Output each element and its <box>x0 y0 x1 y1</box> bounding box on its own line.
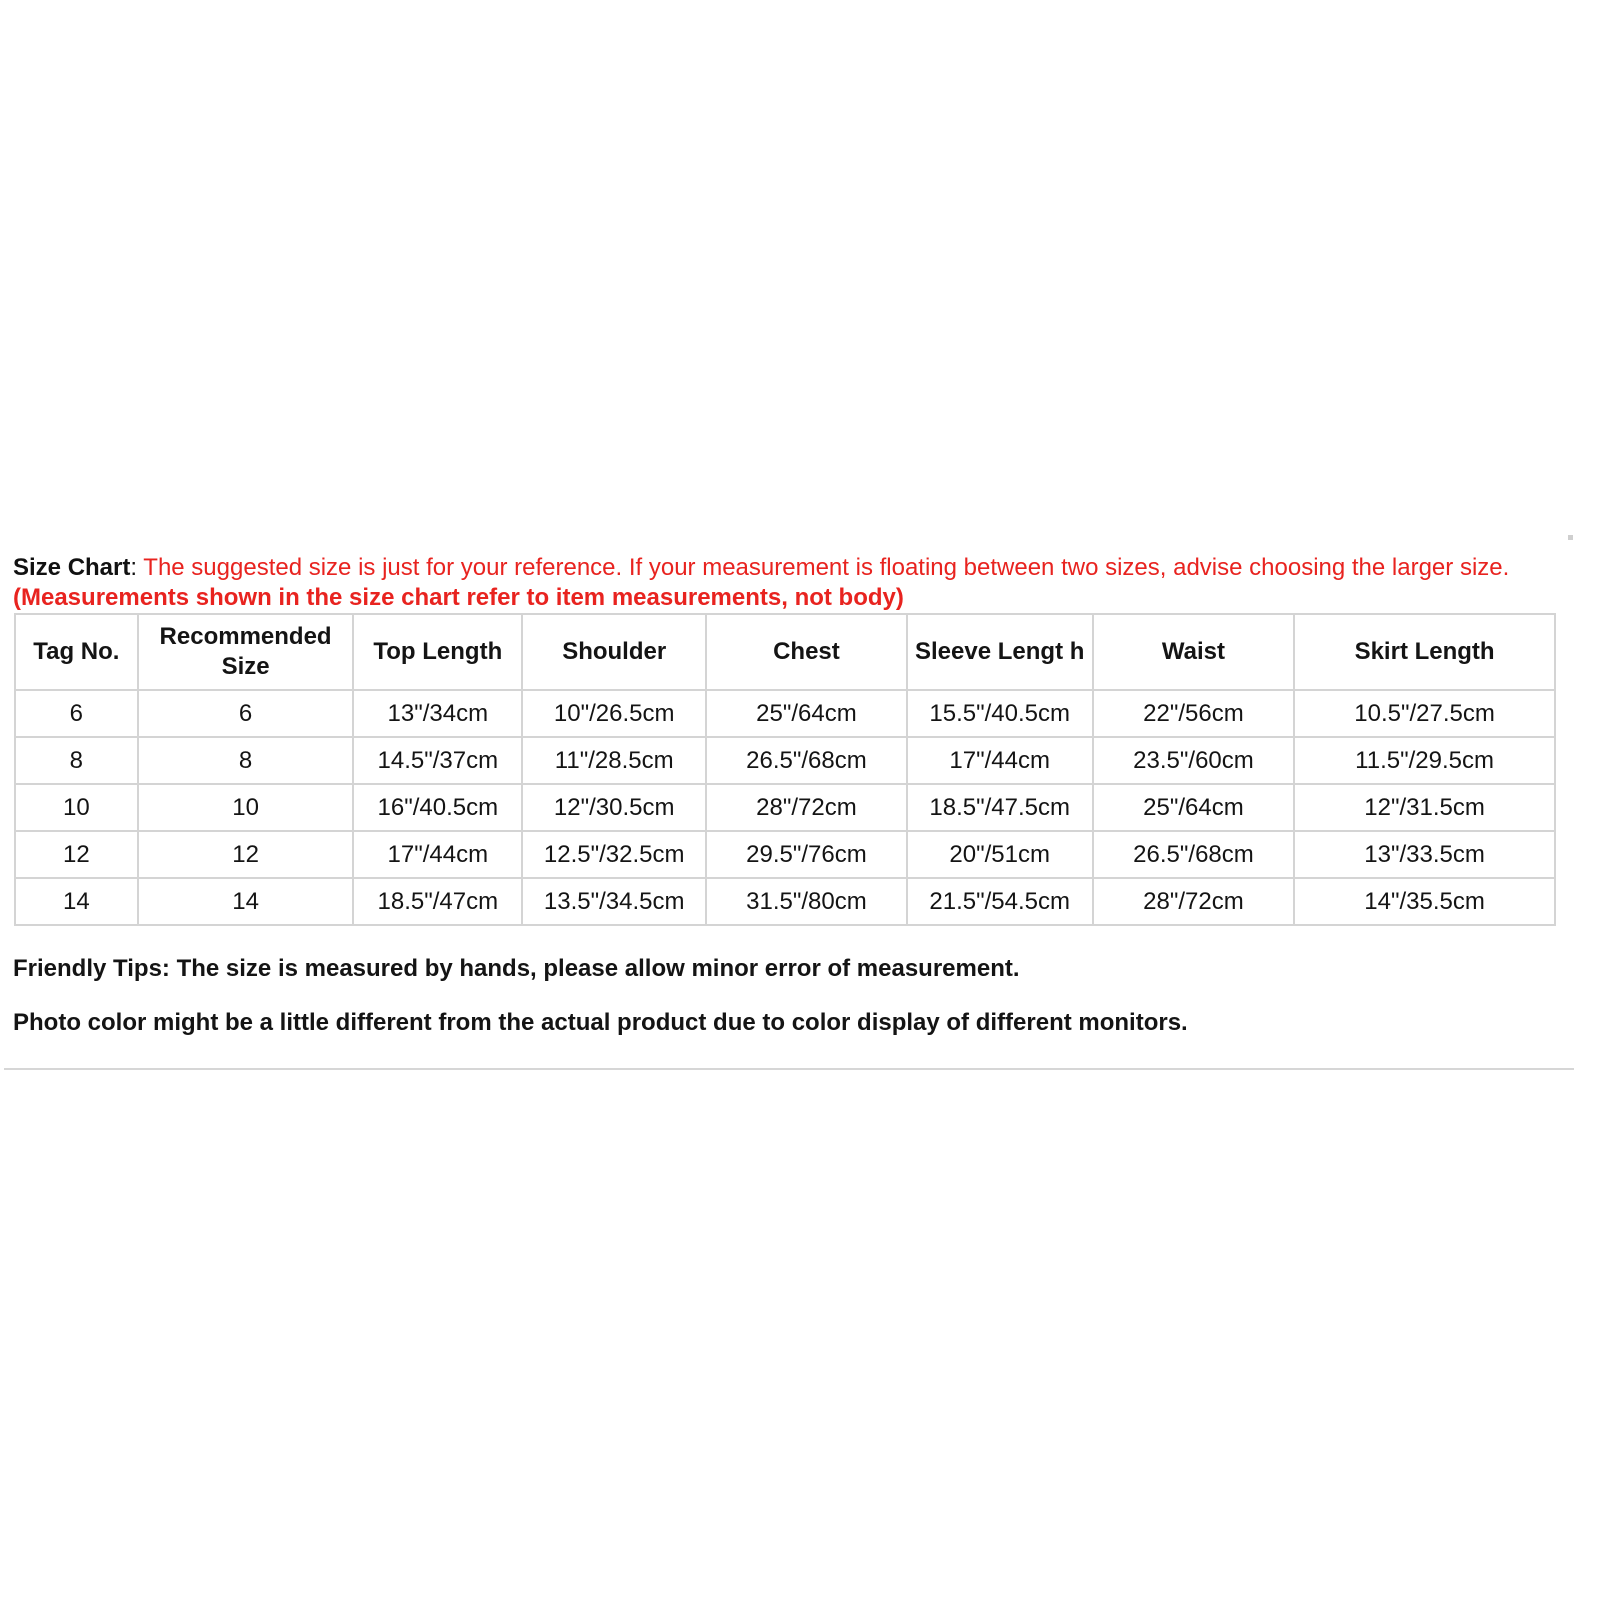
size-chart-colon: : <box>130 554 138 581</box>
cell-skirt-length: 12"/31.5cm <box>1294 784 1555 831</box>
cell-chest: 31.5"/80cm <box>706 878 906 925</box>
cell-recommended-size: 6 <box>138 690 354 737</box>
cell-tag-no: 10 <box>15 784 138 831</box>
cell-tag-no: 12 <box>15 831 138 878</box>
header-shoulder: Shoulder <box>522 614 706 690</box>
size-table <box>14 613 1556 926</box>
cell-sleeve-length: 18.5"/47.5cm <box>907 784 1093 831</box>
cell-sleeve-length: 20"/51cm <box>907 831 1093 878</box>
cell-chest: 26.5"/68cm <box>706 737 906 784</box>
cell-tag-no: 8 <box>15 737 138 784</box>
size-chart-panel <box>4 540 1574 1070</box>
table-row <box>15 690 1555 737</box>
photo-color-note: Photo color might be a little different from the actual product due to color display of different monitors. <box>13 1009 1188 1036</box>
cell-chest: 25"/64cm <box>706 690 906 737</box>
size-chart-note: The suggested size is just for your reference. If your measurement is floating between two sizes, advise choosing the larger size. <box>137 554 1510 581</box>
cell-top-length: 18.5"/47cm <box>353 878 522 925</box>
cell-sleeve-length: 21.5"/54.5cm <box>907 878 1093 925</box>
cell-recommended-size: 14 <box>138 878 354 925</box>
cell-sleeve-length: 17"/44cm <box>907 737 1093 784</box>
cell-recommended-size: 12 <box>138 831 354 878</box>
cell-shoulder: 13.5"/34.5cm <box>522 878 706 925</box>
header-tag-no: Tag No. <box>15 614 138 690</box>
cell-shoulder: 11"/28.5cm <box>522 737 706 784</box>
header-skirt-length: Skirt Length <box>1294 614 1555 690</box>
table-row <box>15 737 1555 784</box>
cell-shoulder: 10"/26.5cm <box>522 690 706 737</box>
table-row <box>15 784 1555 831</box>
size-chart-intro <box>13 553 1563 613</box>
cell-top-length: 16"/40.5cm <box>353 784 522 831</box>
cell-recommended-size: 10 <box>138 784 354 831</box>
header-chest: Chest <box>706 614 906 690</box>
cell-tag-no: 6 <box>15 690 138 737</box>
header-recommended-size: Recommended Size <box>138 614 354 690</box>
cell-chest: 28"/72cm <box>706 784 906 831</box>
friendly-tips: Friendly Tips: The size is measured by hands, please allow minor error of measurement. <box>13 955 1020 982</box>
table-header-row <box>15 614 1555 690</box>
cell-waist: 23.5"/60cm <box>1093 737 1294 784</box>
cell-top-length: 14.5"/37cm <box>353 737 522 784</box>
cell-sleeve-length: 15.5"/40.5cm <box>907 690 1093 737</box>
cell-skirt-length: 10.5"/27.5cm <box>1294 690 1555 737</box>
cell-skirt-length: 11.5"/29.5cm <box>1294 737 1555 784</box>
cell-waist: 28"/72cm <box>1093 878 1294 925</box>
size-chart-note-bold: (Measurements shown in the size chart refer to item measurements, not body) <box>13 584 904 611</box>
cell-waist: 26.5"/68cm <box>1093 831 1294 878</box>
cell-waist: 25"/64cm <box>1093 784 1294 831</box>
cell-shoulder: 12"/30.5cm <box>522 784 706 831</box>
cell-skirt-length: 13"/33.5cm <box>1294 831 1555 878</box>
cell-tag-no: 14 <box>15 878 138 925</box>
table-row <box>15 878 1555 925</box>
cell-shoulder: 12.5"/32.5cm <box>522 831 706 878</box>
table-row <box>15 831 1555 878</box>
cell-recommended-size: 8 <box>138 737 354 784</box>
header-waist: Waist <box>1093 614 1294 690</box>
cell-top-length: 13"/34cm <box>353 690 522 737</box>
cell-waist: 22"/56cm <box>1093 690 1294 737</box>
cell-skirt-length: 14"/35.5cm <box>1294 878 1555 925</box>
size-chart-label: Size Chart <box>13 554 131 581</box>
header-top-length: Top Length <box>353 614 522 690</box>
cell-chest: 29.5"/76cm <box>706 831 906 878</box>
cell-top-length: 17"/44cm <box>353 831 522 878</box>
header-sleeve-length: Sleeve Lengt h <box>907 614 1093 690</box>
